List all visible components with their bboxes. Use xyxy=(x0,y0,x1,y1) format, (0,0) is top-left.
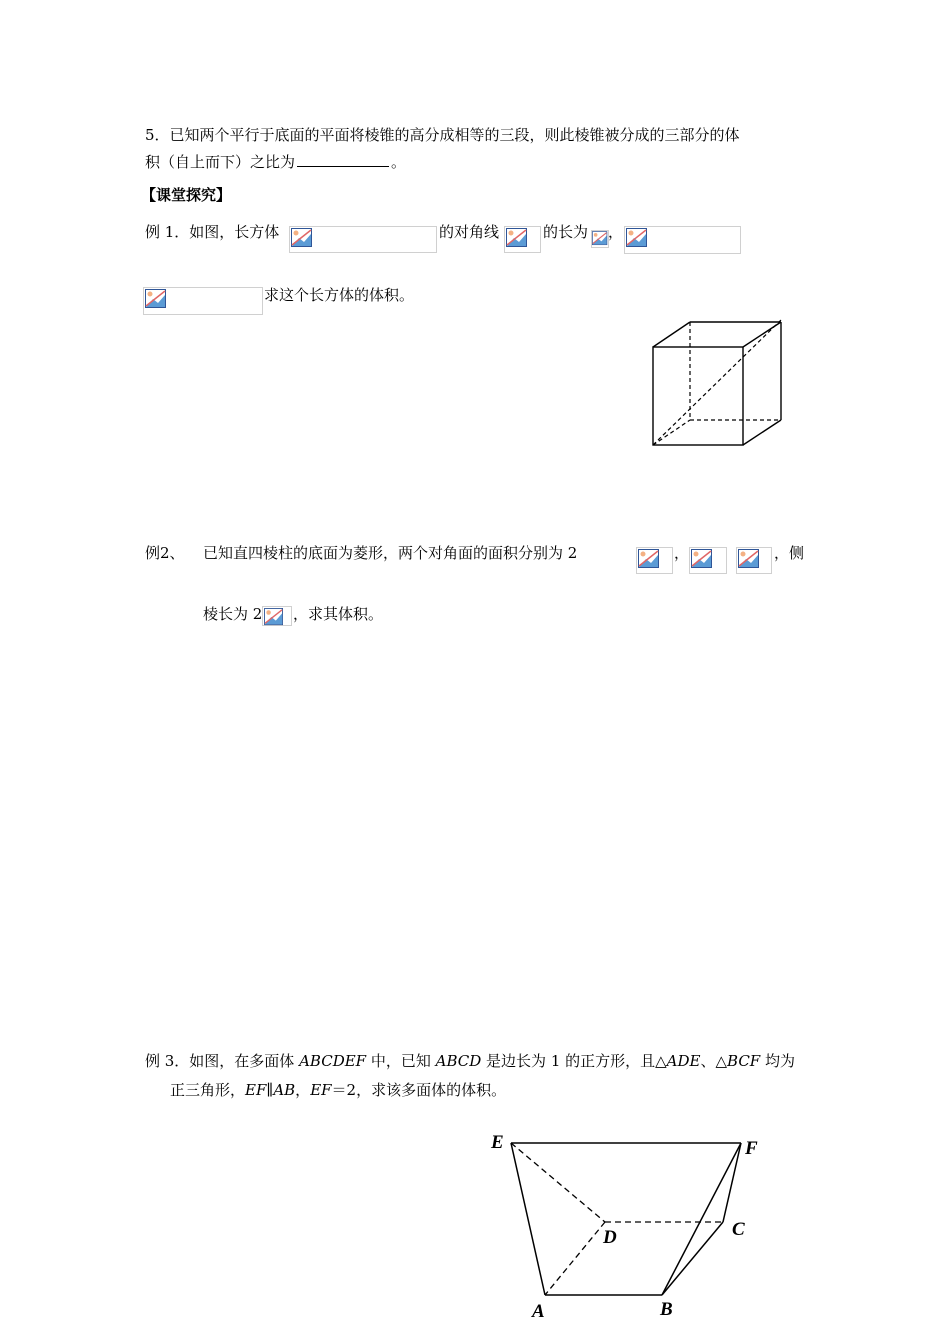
ex2-comma1: ， xyxy=(674,544,690,562)
ex1-text1: 例 1．如图，长方体 xyxy=(145,223,280,241)
ex1-text4: ， xyxy=(608,223,624,241)
cuboid-diagonal xyxy=(653,320,781,445)
ex3-segment-ef: EF xyxy=(245,1081,267,1099)
broken-image-icon xyxy=(626,228,648,248)
ex3-text: 均为 xyxy=(760,1052,795,1070)
ex3-square-name: ABCD xyxy=(435,1052,482,1070)
broken-image-icon xyxy=(638,549,660,569)
broken-image-icon xyxy=(592,231,608,246)
ex3-line1 xyxy=(145,1050,795,1071)
q5-line2-text: 积（自上而下）之比为 xyxy=(145,153,296,171)
ex3-segment-ef: EF xyxy=(310,1081,332,1099)
ex2-text2-suffix: ，求其体积。 xyxy=(293,605,384,623)
ex3-text: 正三角形， xyxy=(170,1081,246,1099)
answer-blank xyxy=(297,151,389,167)
formula-image xyxy=(636,547,673,574)
formula-image xyxy=(289,226,437,253)
vertex-label-d: D xyxy=(603,1227,617,1248)
broken-image-icon xyxy=(691,549,713,569)
formula-image xyxy=(143,287,263,315)
formula-image xyxy=(591,230,609,248)
formula-image xyxy=(736,547,772,574)
ex3-text: ， xyxy=(295,1081,311,1099)
ex2-label: 例2、 xyxy=(145,544,185,562)
ex3-text: 、△ xyxy=(700,1052,728,1070)
vertex-label-e: E xyxy=(491,1132,504,1153)
vertex-label-b: B xyxy=(660,1299,673,1320)
formula-image xyxy=(504,226,541,253)
polyhedron-figure xyxy=(485,1125,770,1325)
parallel-symbol: ∥ xyxy=(266,1081,274,1099)
ex3-polyhedron-name: ABCDEF xyxy=(299,1052,367,1070)
q5-line2 xyxy=(145,151,406,172)
ex3-triangle-bcf: BCF xyxy=(727,1052,761,1070)
section-title: 【课堂探究】 xyxy=(141,186,232,204)
ex3-text: 是边长为 1 的正方形，且△ xyxy=(481,1052,667,1070)
ex2-text2-prefix: 棱长为 2 xyxy=(203,605,263,623)
broken-image-icon xyxy=(506,228,528,248)
cuboid-figure xyxy=(640,310,790,455)
ex3-segment-ab: AB xyxy=(273,1081,296,1099)
ex1-text5: 求这个长方体的体积。 xyxy=(264,286,415,304)
broken-image-icon xyxy=(145,289,167,309)
broken-image-icon xyxy=(738,549,760,569)
formula-image xyxy=(689,547,727,574)
ex1-text2: 的对角线 xyxy=(439,223,500,241)
formula-image xyxy=(262,606,292,626)
ex2-comma2: ，侧 xyxy=(774,544,805,562)
ex3-text: 例 3．如图，在多面体 xyxy=(145,1052,300,1070)
cuboid-front-face xyxy=(653,347,743,445)
ex1-text3: 的长为 xyxy=(543,223,589,241)
q5-line1: 5．已知两个平行于底面的平面将棱锥的高分成相等的三段，则此棱锥被分成的三部分的体 xyxy=(145,126,740,144)
ex2-text1: 已知直四棱柱的底面为菱形，两个对角面的面积分别为 2 xyxy=(203,544,578,562)
broken-image-icon xyxy=(291,228,313,248)
broken-image-icon xyxy=(264,608,284,626)
q5-line2-end: 。 xyxy=(391,153,407,171)
ex3-line2 xyxy=(170,1079,506,1100)
ex3-text: 中，已知 xyxy=(366,1052,436,1070)
vertex-label-f: F xyxy=(745,1138,758,1159)
vertex-label-c: C xyxy=(732,1219,745,1240)
ex3-triangle-ade: ADE xyxy=(666,1052,701,1070)
ex3-text: ＝2，求该多面体的体积。 xyxy=(331,1081,507,1099)
formula-image xyxy=(624,226,741,254)
vertex-label-a: A xyxy=(532,1301,545,1322)
